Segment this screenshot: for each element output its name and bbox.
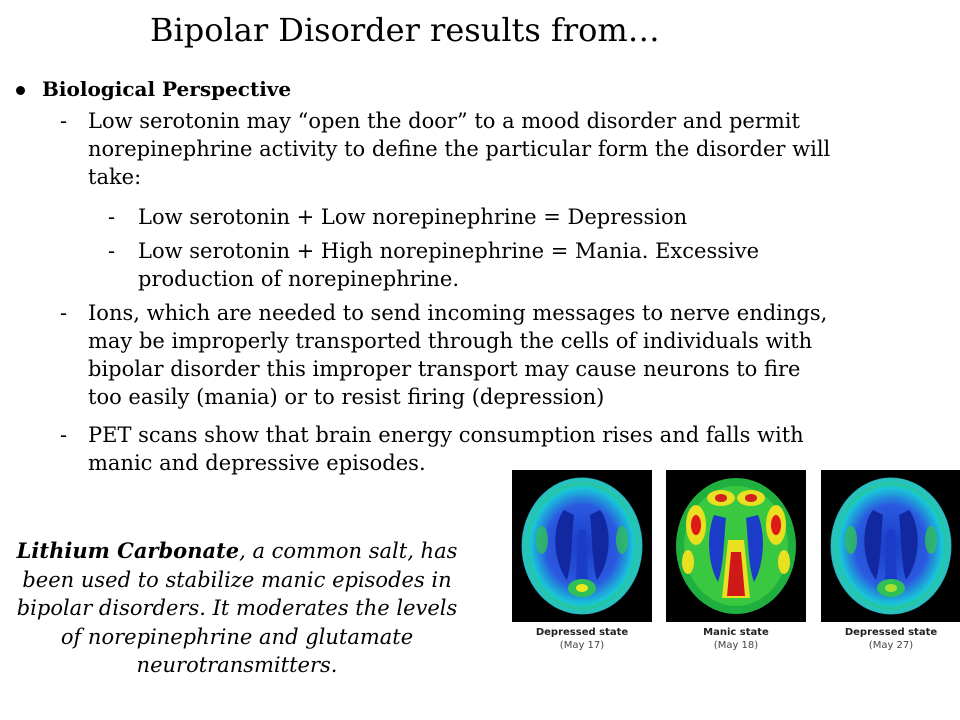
scan-caption (512, 626, 652, 652)
pet-scan-image (821, 470, 960, 622)
lithium-note (4, 537, 470, 680)
ions-line-3: bipolar disorder this improper transport may cause neurons to fire (88, 357, 801, 381)
dash-marker: - (60, 423, 68, 447)
pet-line-2: manic and depressive episodes. (88, 451, 426, 475)
pet-scan-image (666, 470, 806, 622)
dash-marker: - (60, 109, 68, 133)
scan-date: (May 17) (559, 640, 605, 651)
pet-line-1: PET scans show that brain energy consumption rises and falls with (88, 423, 804, 447)
pet-scan-figure (508, 470, 960, 720)
ions-line-4: too easily (mania) or to resist firing (depression) (88, 385, 605, 409)
serotonin-line-1: Low serotonin may “open the door” to a mood disorder and permit (88, 109, 800, 133)
lithium-description: , a common salt, has been used to stabilize manic episodes in bipolar disorders. It moderates the levels of norepinephrine and glutamate neurotransmitters. (16, 539, 458, 677)
dash-marker: - (108, 239, 116, 263)
dash-marker: - (60, 301, 68, 325)
scan-state: Depressed state (535, 627, 629, 638)
serotonin-line-2: norepinephrine activity to define the particular form the disorder will (88, 137, 831, 161)
scan-date: (May 27) (868, 640, 914, 651)
mania-formula: Low serotonin + High norepinephrine = Mania. Excessive (138, 239, 760, 263)
bullet-heading: Biological Perspective (42, 77, 292, 101)
scan-caption (821, 626, 960, 652)
depression-formula: Low serotonin + Low norepinephrine = Depression (138, 205, 688, 229)
scan-state: Manic state (703, 627, 769, 638)
pet-scan-image (512, 470, 652, 622)
ions-line-1: Ions, which are needed to send incoming messages to nerve endings, (88, 301, 828, 325)
scan-state: Depressed state (844, 627, 938, 638)
dash-marker: - (108, 205, 116, 229)
bullet-dot (16, 86, 25, 95)
scan-caption (666, 626, 806, 652)
serotonin-line-3: take: (88, 165, 142, 189)
slide-title: Bipolar Disorder results from… (150, 11, 660, 49)
scan-date: (May 18) (713, 640, 759, 651)
lithium-term: Lithium Carbonate (16, 538, 240, 563)
ions-line-2: may be improperly transported through the cells of individuals with (88, 329, 813, 353)
mania-formula-cont: production of norepinephrine. (138, 267, 460, 291)
